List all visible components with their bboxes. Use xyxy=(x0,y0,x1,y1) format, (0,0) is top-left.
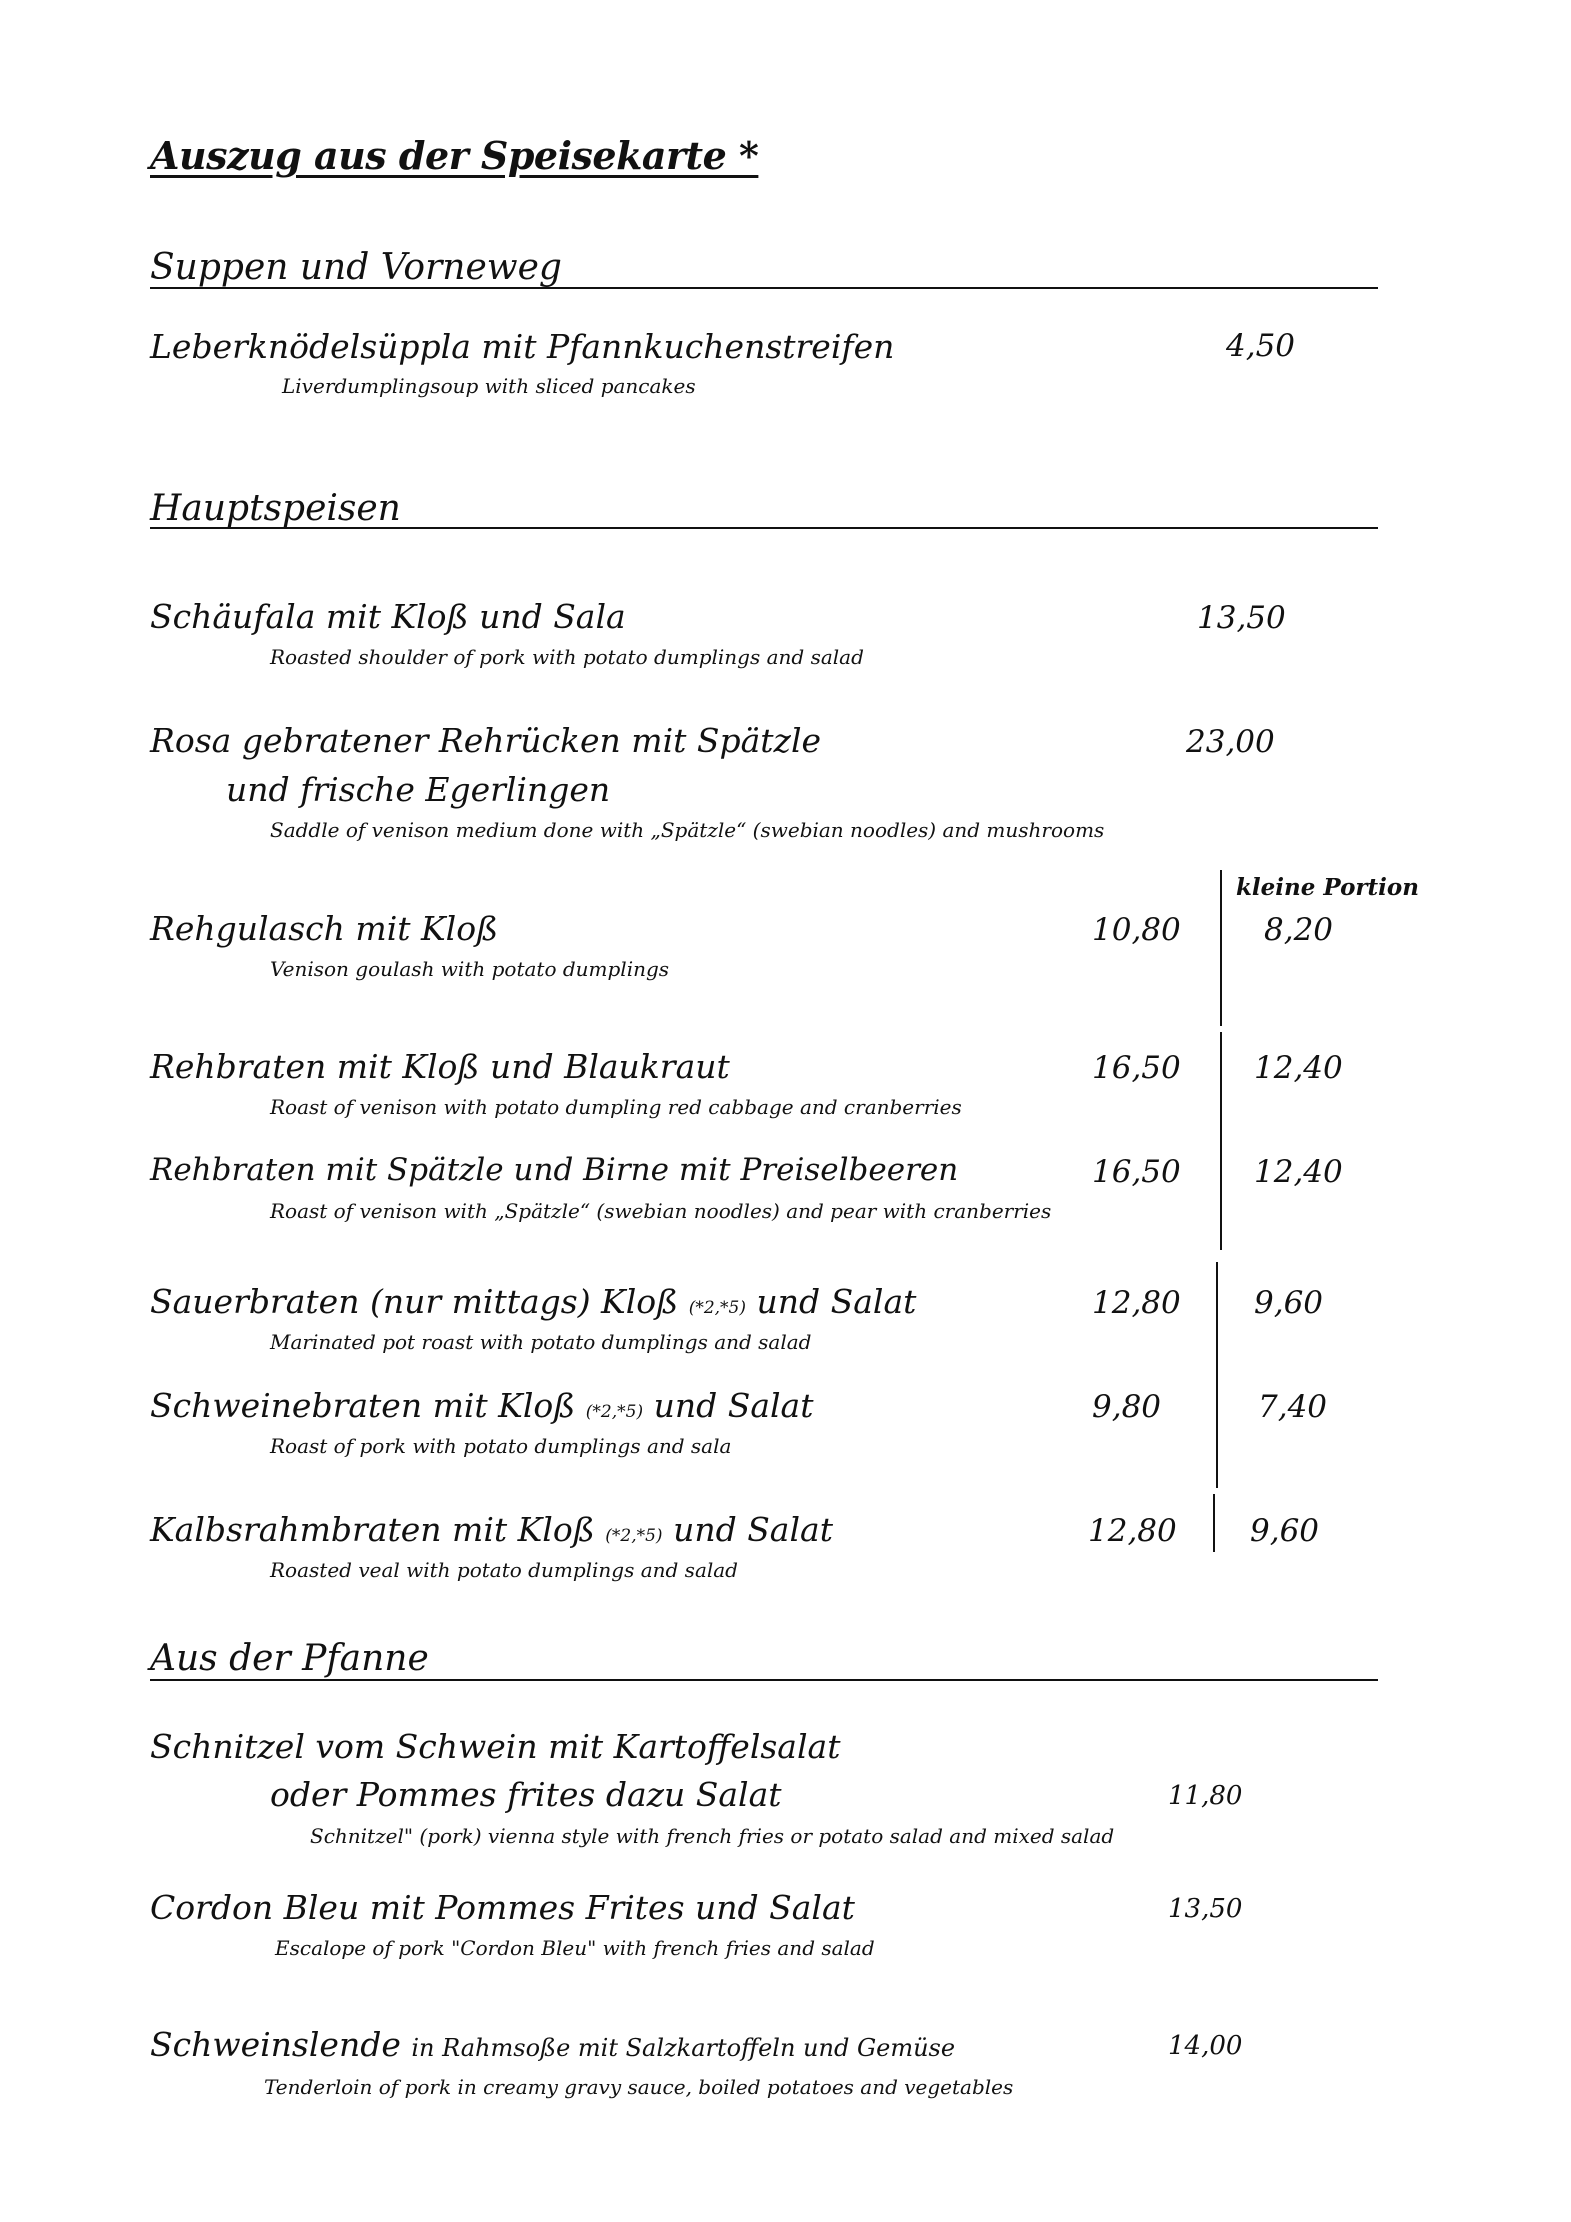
small-portion-label: kleine Portion xyxy=(1236,874,1419,901)
dish-name: Schäufala mit Kloß und Sala xyxy=(150,597,626,636)
dish-price: 12,80 xyxy=(1092,1285,1181,1321)
dish-price: 4,50 xyxy=(1226,328,1296,364)
dish-description: Tenderloin of pork in creamy gravy sauce, boiled potatoes and vegetables xyxy=(264,2075,1014,2099)
dish-name-main: Sauerbraten (nur mittags) Kloß xyxy=(150,1282,679,1321)
section-rule xyxy=(150,1679,1378,1681)
dish-price: 23,00 xyxy=(1186,724,1275,760)
dish-name-detail: in Rahmsoße mit Salzkartoffeln und Gemüse xyxy=(411,2034,956,2062)
dish-name: Cordon Bleu mit Pommes Frites und Salat xyxy=(150,1888,855,1927)
dish-name-end: und Salat xyxy=(673,1510,833,1549)
dish-name xyxy=(150,1510,833,1549)
allergen-note: (*2,*5) xyxy=(605,1526,663,1546)
dish-description: Liverdumplingsoup with sliced pancakes xyxy=(282,374,696,398)
dish-description: Marinated pot roast with potato dumplings and salad xyxy=(270,1330,812,1354)
dish-price: 12,80 xyxy=(1088,1513,1177,1549)
dish-price: 10,80 xyxy=(1092,912,1181,948)
section-heading-mains: Hauptspeisen xyxy=(150,488,401,529)
dish-description: Venison goulash with potato dumplings xyxy=(270,957,670,981)
page-title: Auszug aus der Speisekarte * xyxy=(150,133,759,178)
dish-description: Roast of pork with potato dumplings and sala xyxy=(270,1434,732,1458)
dish-name: Schnitzel vom Schwein mit Kartoffelsalat xyxy=(150,1727,841,1766)
dish-price: 9,80 xyxy=(1092,1389,1162,1425)
dish-price: 13,50 xyxy=(1168,1894,1243,1924)
dish-price-small: 9,60 xyxy=(1250,1513,1320,1549)
dish-name: Rehgulasch mit Kloß xyxy=(150,909,499,948)
dish-name-main: Schweinebraten mit Kloß xyxy=(150,1386,576,1425)
dish-name-main: Kalbsrahmbraten mit Kloß xyxy=(150,1510,595,1549)
dish-description: Escalope of pork "Cordon Bleu" with french fries and salad xyxy=(275,1936,875,1960)
dish-price: 13,50 xyxy=(1197,600,1286,636)
dish-name xyxy=(150,1282,916,1321)
dish-price-small: 12,40 xyxy=(1254,1050,1343,1086)
dish-name-main: Schweinslende xyxy=(150,2025,401,2064)
dish-description: Roasted veal with potato dumplings and salad xyxy=(270,1558,738,1582)
dish-price-small: 9,60 xyxy=(1254,1285,1324,1321)
dish-name: Rehbraten mit Kloß und Blaukraut xyxy=(150,1047,730,1086)
dish-name xyxy=(150,1386,814,1425)
dish-name-line2: und frische Egerlingen xyxy=(226,770,611,809)
column-divider xyxy=(1220,1032,1222,1250)
dish-price: 16,50 xyxy=(1092,1050,1181,1086)
dish-name: Leberknödelsüppla mit Pfannkuchenstreifen xyxy=(150,327,895,366)
dish-description: Roast of venison with potato dumpling red cabbage and cranberries xyxy=(270,1095,962,1119)
dish-price: 16,50 xyxy=(1092,1154,1181,1190)
allergen-note: (*2,*5) xyxy=(585,1402,644,1422)
section-heading-pan: Aus der Pfanne xyxy=(150,1638,429,1679)
dish-description: Saddle of venison medium done with „Spätzle“ (swebian noodles) and mushrooms xyxy=(270,818,1105,842)
section-rule xyxy=(150,527,1378,529)
section-rule xyxy=(150,287,1378,289)
allergen-note: (*2,*5) xyxy=(688,1298,746,1318)
dish-name-end: und Salat xyxy=(653,1386,814,1425)
dish-price-small: 8,20 xyxy=(1264,912,1334,948)
dish-price: 11,80 xyxy=(1168,1781,1243,1811)
dish-price-small: 12,40 xyxy=(1254,1154,1343,1190)
dish-description: Roasted shoulder of pork with potato dumplings and salad xyxy=(270,645,864,669)
dish-name: Rehbraten mit Spätzle und Birne mit Preiselbeeren xyxy=(150,1152,959,1188)
dish-name: Rosa gebratener Rehrücken mit Spätzle xyxy=(150,721,822,760)
dish-name xyxy=(150,2025,955,2064)
dish-description: Roast of venison with „Spätzle“ (swebian noodles) and pear with cranberries xyxy=(270,1199,1052,1223)
column-divider xyxy=(1213,1494,1215,1552)
dish-price: 14,00 xyxy=(1168,2031,1243,2061)
dish-description: Schnitzel" (pork) vienna style with french fries or potato salad and mixed salad xyxy=(310,1824,1115,1848)
dish-name-end: und Salat xyxy=(756,1282,917,1321)
column-divider xyxy=(1216,1262,1218,1488)
column-divider xyxy=(1220,870,1222,1026)
section-heading-soups: Suppen und Vorneweg xyxy=(150,247,562,288)
dish-price-small: 7,40 xyxy=(1258,1389,1328,1425)
dish-name-line2: oder Pommes frites dazu Salat xyxy=(270,1775,782,1814)
